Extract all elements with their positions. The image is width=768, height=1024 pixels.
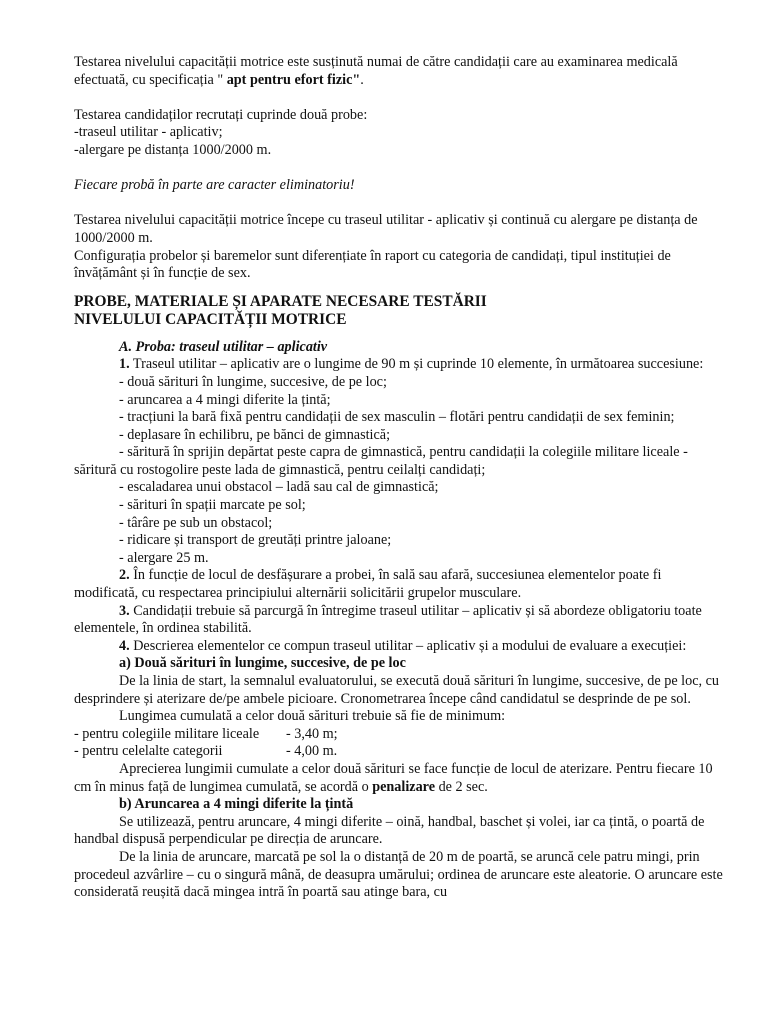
list-item: - alergare 25 m. [119, 549, 209, 566]
subsection-b-title: b) Aruncarea a 4 mingi diferite la țintă [119, 796, 354, 813]
intro-paragraph-2: Testarea candidaților recrutați cuprinde două probe: [74, 106, 368, 123]
section-a-item-3 [74, 603, 728, 638]
requirement-label: - pentru colegiile militare liceale [74, 725, 260, 742]
section-heading-line-1: PROBE, MATERIALE ȘI APARATE NECESARE TESTĂRII [74, 292, 487, 310]
eliminatory-note: Fiecare probă în parte are caracter eliminatoriu! [74, 177, 355, 194]
intro-text: Testarea nivelului capacității motrice este susținută numai de către candidații care au examinarea medicală efectuată, cu specificația " [74, 54, 678, 88]
intro-paragraph-4: Testarea nivelului capacității motrice începe cu traseul utilitar - aplicativ și continuă cu alergare pe distanța de 1000/2000 m. [74, 212, 698, 246]
intro-paragraph-1 [74, 54, 728, 89]
section-a-item-2 [74, 567, 728, 602]
subsection-b-paragraph-1: Se utilizează, pentru aruncare, 4 mingi diferite – oină, handbal, baschet și volei, iar ca țintă, o poartă de handbal dispusă perpendicular pe direcția de aruncare. [74, 813, 705, 848]
requirement-value: - 3,40 m; [286, 725, 338, 742]
subsection-a-paragraph-3 [74, 761, 728, 796]
section-a-title: A. Proba: traseul utilitar – aplicativ [119, 338, 328, 355]
requirement-row [74, 726, 728, 744]
item-number: 3. [119, 602, 130, 619]
section-a-item-1 [74, 356, 728, 374]
list-item: - sărituri în spații marcate pe sol; [119, 497, 306, 514]
list-item: - tracțiuni la bară fixă pentru candidații de sex masculin – flotări pentru candidații de sex feminin; [119, 409, 675, 426]
list-item: - aruncarea a 4 mingi diferite la țintă; [119, 391, 331, 408]
item-text: Candidații trebuie să parcurgă în întregime traseul utilitar – aplicativ și să abordeze obligatoriu toate elementele, în ordinea stabilită. [74, 602, 702, 637]
intro-list-item-1: -traseul utilitar - aplicativ; [74, 124, 223, 141]
item-text: Traseul utilitar – aplicativ are o lungime de 90 m și cuprinde 10 elemente, în următoarea succesiune: [129, 356, 704, 373]
penalty-label: penalizare [372, 778, 436, 795]
section-heading-line-2: NIVELULUI CAPACITĂȚII MOTRICE [74, 310, 347, 328]
item-text: În funcție de locul de desfășurare a probei, în sală sau afară, succesiunea elementelor poate fi modificată, cu respectarea principiului alternării solicitării grupelor musculare. [74, 567, 662, 602]
item-text: Descrierea elementelor ce compun traseul utilitar – aplicativ și a modului de evaluare a execuției: [129, 637, 687, 654]
elements-list [74, 374, 728, 409]
apt-efort-label: apt pentru efort fizic" [226, 71, 361, 88]
subsection-a-title: a) Două sărituri în lungime, succesive, de pe loc [119, 655, 406, 672]
requirement-value: - 4,00 m. [286, 743, 338, 760]
intro-period: . [360, 71, 364, 88]
elements-list-cont [74, 427, 728, 445]
section-a-item-4 [74, 638, 728, 656]
subsection-b-paragraph-2: De la linia de aruncare, marcată pe sol la o distanță de 20 m de poartă, se aruncă cele patru mingi, prin procedeul azvârlire – cu o singură mână, de deasupra umărului; ordinea de aruncare este aleatorie. O aruncare este considerată reușită dacă mingea intră în poartă sau atinge bara, cu [74, 848, 723, 901]
subsection-a-paragraph-2: Lungimea cumulată a celor două sărituri trebuie să fie de minimum: [119, 708, 506, 725]
list-item: - ridicare și transport de greutăți printre jaloane; [119, 532, 392, 549]
requirement-label: - pentru celelalte categorii [74, 743, 223, 760]
list-item: - târâre pe sub un obstacol; [119, 514, 273, 531]
item-number: 4. [119, 637, 130, 654]
intro-list-item-2: -alergare pe distanța 1000/2000 m. [74, 141, 272, 158]
section-heading [74, 293, 728, 329]
requirement-row [74, 743, 728, 761]
penalty-value: de 2 sec. [435, 778, 488, 795]
list-item: - două sărituri în lungime, succesive, de pe loc; [119, 373, 387, 390]
item-number: 2. [119, 567, 130, 584]
subsection-a-paragraph-1: De la linia de start, la semnalul evaluatorului, se execută două sărituri în lungime, succesive, de pe loc, cu desprindere și aterizare de/pe ambele picioare. Cronometrarea începe când candidatul se desprinde de pe sol. [74, 673, 720, 707]
elements-list-cont-2 [74, 479, 728, 567]
item-number: 1. [119, 356, 130, 373]
intro-paragraph-5: Configurația probelor și baremelor sunt diferențiate în raport cu categoria de candidați, tipul instituției de învățământ și în funcție de sex. [74, 247, 671, 282]
list-item: - escaladarea unui obstacol – ladă sau cal de gimnastică; [119, 479, 439, 496]
list-item: - săritură în sprijin depărtat peste capra de gimnastică, pentru candidații la colegiile militare liceale - săritură cu rostogolire peste lada de gimnastică, pentru ceilalți candidați; [74, 444, 688, 478]
list-item: - deplasare în echilibru, pe bănci de gimnastică; [119, 426, 391, 443]
penalty-text: Aprecierea lungimii cumulate a celor două sărituri se face funcție de locul de aterizare. Pentru fiecare 10 cm în minus față de lungimea cumulată, se acordă o [74, 760, 713, 795]
